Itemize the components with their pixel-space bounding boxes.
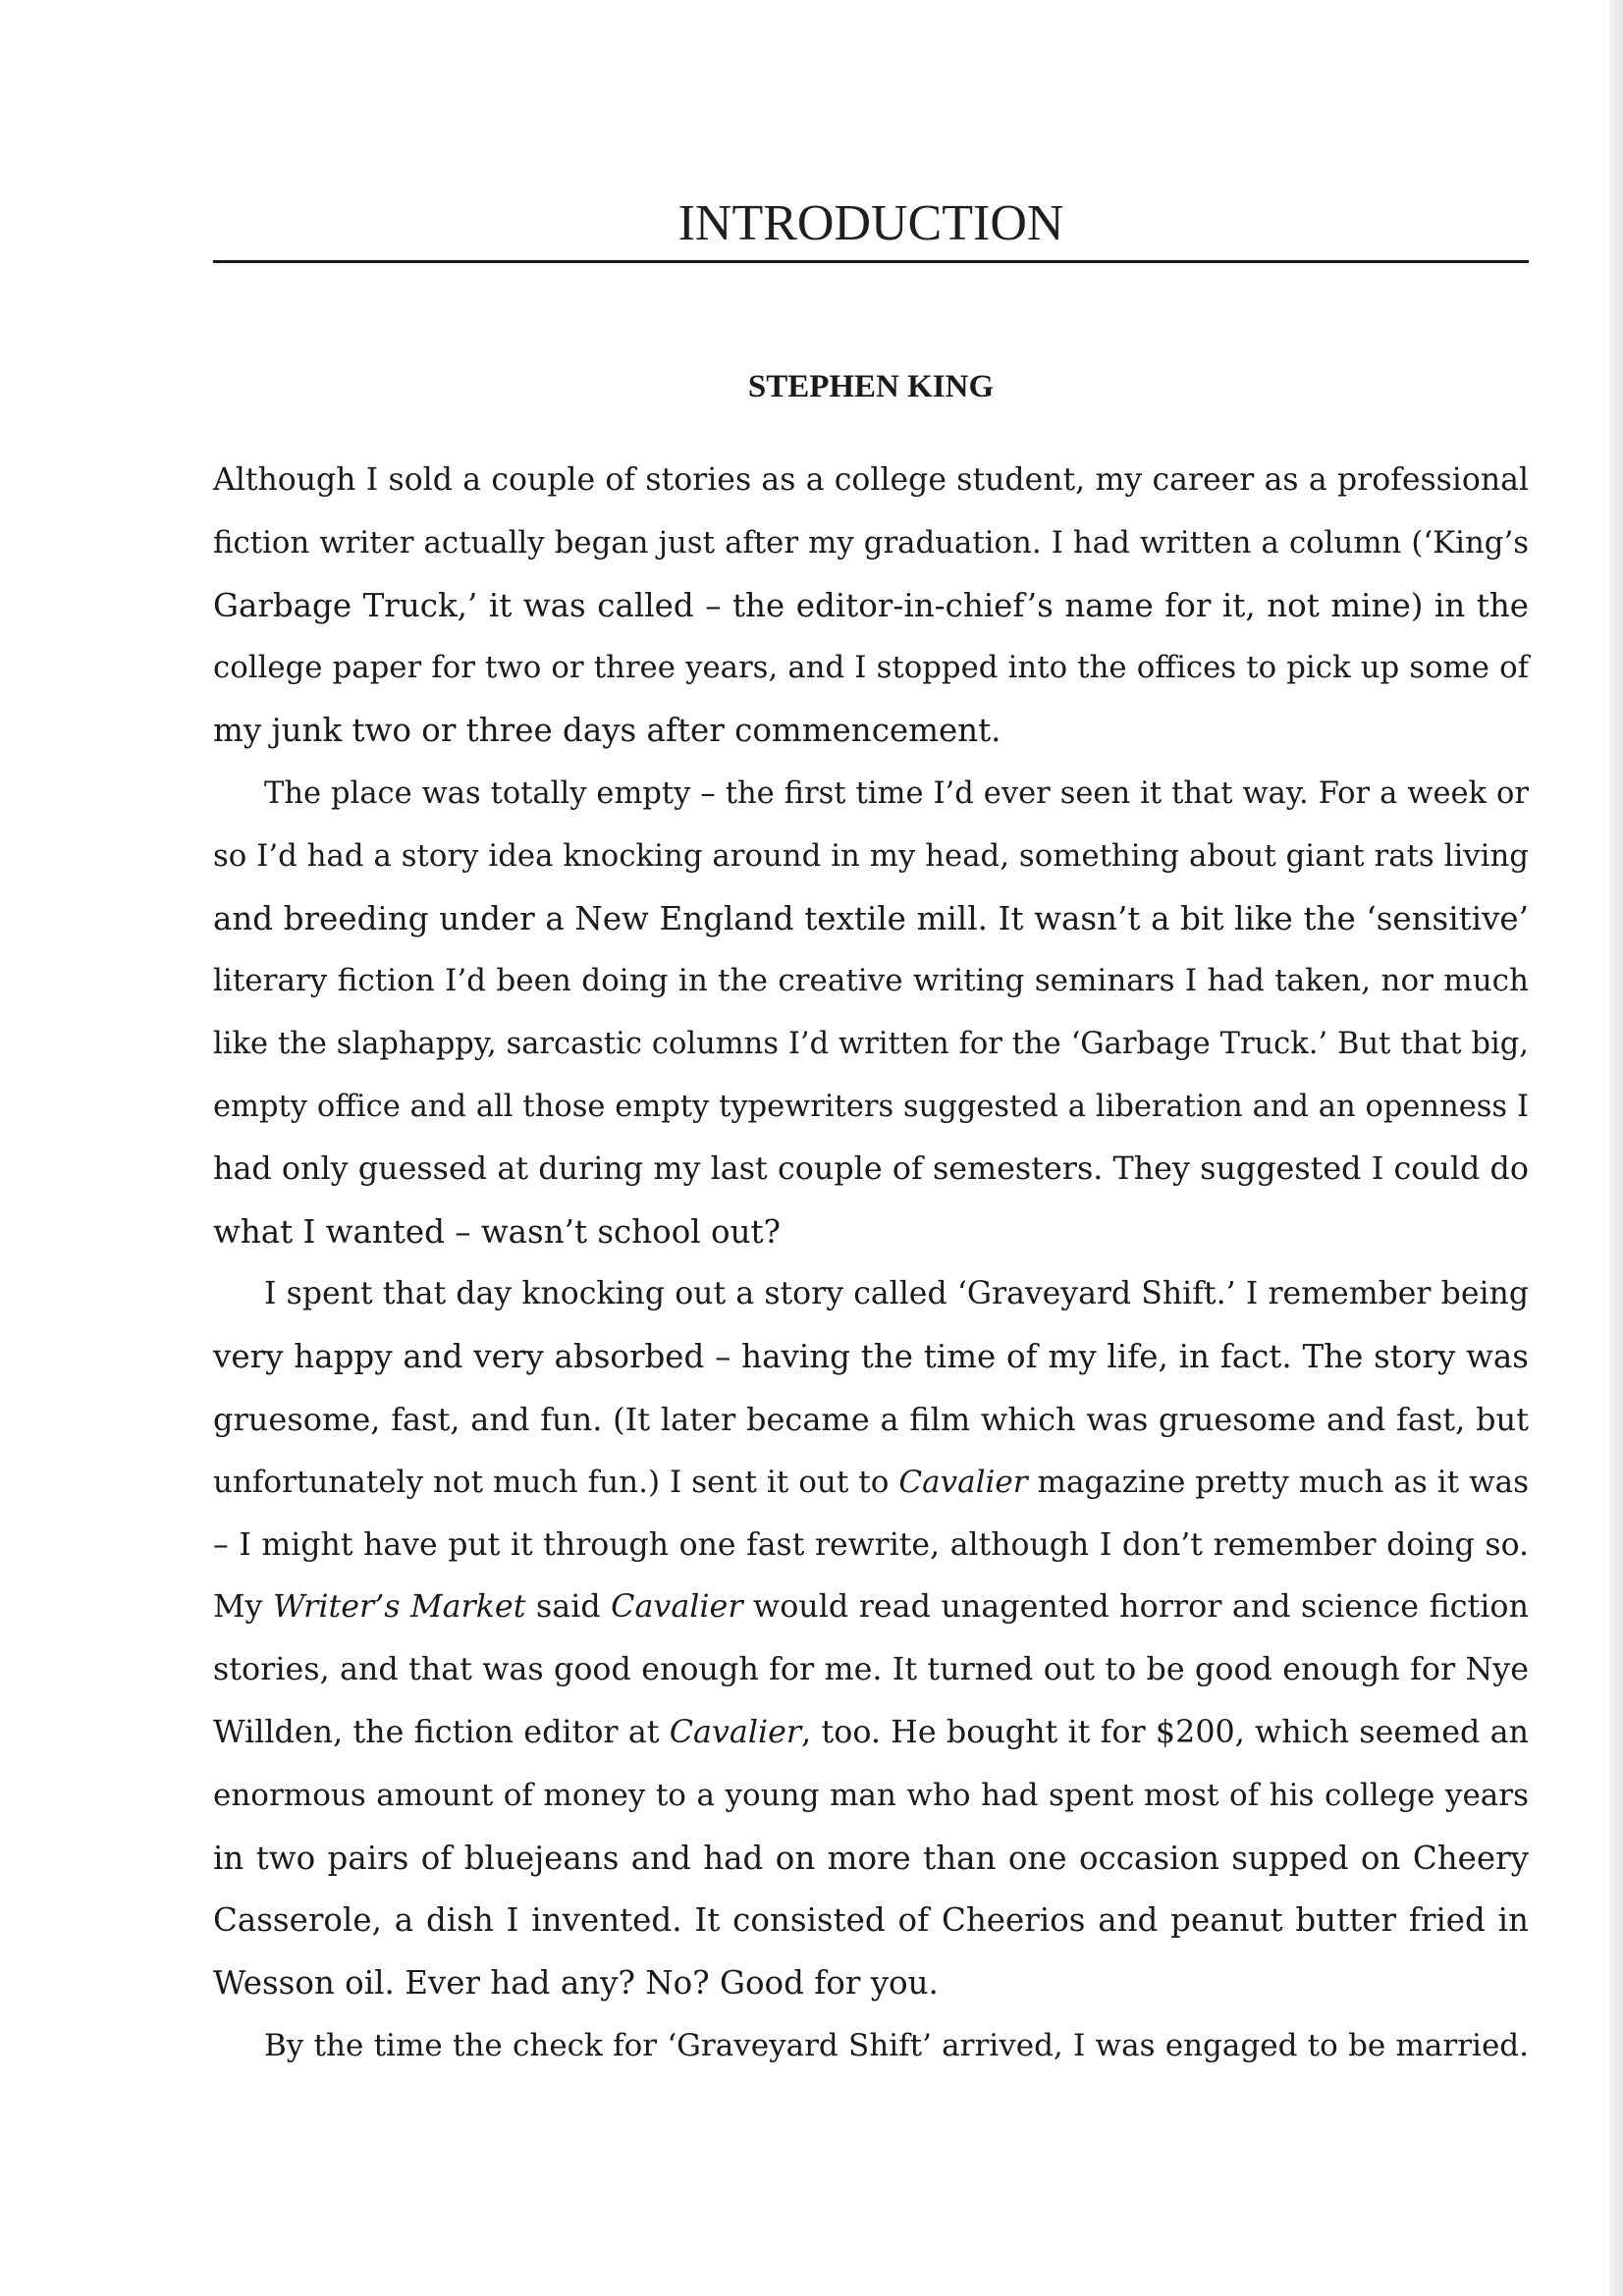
chapter-title: INTRODUCTION bbox=[677, 195, 1064, 251]
text-line: By the time the check for ‘Graveyard Shift’ arrived, I was engaged to be married. bbox=[264, 2027, 1529, 2063]
text-line: unfortunately not much fun.) I sent it out to Cavalier magazine pretty much as it was bbox=[213, 1464, 1529, 1500]
text-line: stories, and that was good enough for me. It turned out to be good enough for Nye bbox=[213, 1652, 1529, 1688]
text-line: Willden, the fiction editor at Cavalier, too. He bought it for $200, which seemed an bbox=[213, 1714, 1529, 1750]
text-line: so I’d had a story idea knocking around in my head, something about giant rats living bbox=[213, 837, 1529, 874]
text-line: in two pairs of bluejeans and had on more than one occasion supped on Cheery bbox=[213, 1839, 1529, 1877]
text-line: college paper for two or three years, and I stopped into the offices to pick up some of bbox=[213, 650, 1529, 686]
text-line: I spent that day knocking out a story called ‘Graveyard Shift.’ I remember being bbox=[264, 1276, 1529, 1312]
text-line: The place was totally empty – the first time I’d ever seen it that way. For a week or bbox=[264, 775, 1529, 811]
text-line: gruesome, fast, and fun. (It later became a film which was gruesome and fast, but bbox=[213, 1400, 1529, 1438]
text-line: had only guessed at during my last couple of semesters. They suggested I could do bbox=[213, 1150, 1529, 1187]
text-line: empty office and all those empty typewriters suggested a liberation and an openness I bbox=[213, 1089, 1529, 1124]
body-text bbox=[213, 450, 1529, 2078]
title-divider bbox=[213, 260, 1529, 263]
text-line: – I might have put it through one fast rewrite, although I don’t remember doing so. bbox=[213, 1526, 1529, 1563]
chapter-author: STEPHEN KING bbox=[747, 369, 995, 404]
text-line: enormous amount of money to a young man who had spent most of his college years bbox=[213, 1777, 1529, 1813]
text-line: and breeding under a New England textile mill. It wasn’t a bit like the ‘sensitive’ bbox=[213, 899, 1529, 937]
text-line: like the slaphappy, sarcastic columns I’d written for the ‘Garbage Truck.’ But that big, bbox=[213, 1027, 1529, 1062]
text-line: very happy and very absorbed – having the time of my life, in fact. The story was bbox=[213, 1338, 1529, 1376]
page-edge-shadow bbox=[1609, 0, 1623, 2296]
text-line: Garbage Truck,’ it was called – the editor-in-chief’s name for it, not mine) in the bbox=[213, 586, 1529, 624]
text-line: what I wanted – wasn’t school out? bbox=[213, 1212, 782, 1251]
text-line: fiction writer actually began just after my graduation. I had written a column (‘King’s bbox=[213, 524, 1529, 561]
text-line: Although I sold a couple of stories as a college student, my career as a professional bbox=[213, 462, 1529, 498]
text-line: My Writer’s Market said Cavalier would read unagented horror and science fiction bbox=[213, 1589, 1529, 1626]
text-line: my junk two or three days after commencement. bbox=[213, 712, 1001, 750]
text-line: Casserole, a dish I invented. It consisted of Cheerios and peanut butter fried in bbox=[213, 1901, 1529, 1940]
text-line: Wesson oil. Ever had any? No? Good for you. bbox=[213, 1964, 939, 2002]
text-line: literary fiction I’d been doing in the creative writing seminars I had taken, nor much bbox=[213, 963, 1529, 999]
